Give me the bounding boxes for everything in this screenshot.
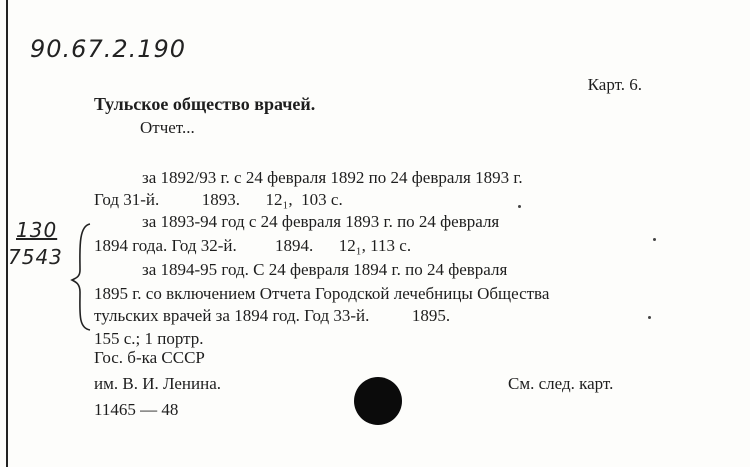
handwritten-accession-top: 130 <box>16 218 58 242</box>
body-line-8: 155 с.; 1 портр. <box>94 329 204 348</box>
body-line-1: за 1892/93 г. с 24 февраля 1892 по 24 февраля 1893 г. <box>142 168 523 187</box>
inventory-number: 11465 — 48 <box>94 400 179 419</box>
handwritten-accession-bottom: 7543 <box>8 245 63 269</box>
body-line-3: за 1893-94 год с 24 февраля 1893 г. по 24 февраля <box>142 212 500 231</box>
card-subtitle: Отчет... <box>140 118 195 137</box>
card-title: Тульское общество врачей. <box>94 94 316 114</box>
card-left-border <box>6 0 8 467</box>
speck <box>653 238 656 241</box>
handwritten-brace <box>70 222 92 332</box>
body-line-2: Год 31-й. 1893. 12₁, 103 с. <box>94 190 343 209</box>
speck <box>648 316 651 319</box>
body-line-7: тульских врачей за 1894 год. Год 33-й. 1895. <box>94 306 451 325</box>
library-name-line-1: Гос. б-ка СССР <box>94 348 205 367</box>
body-line-4: 1894 года. Год 32-й. 1894. 12₁, 113 с. <box>94 236 412 255</box>
body-line-5: за 1894-95 год. С 24 февраля 1894 г. по 24 февраля <box>142 260 508 279</box>
see-next-card: См. след. карт. <box>508 374 614 393</box>
handwritten-call-number: 90.67.2.190 <box>30 35 187 63</box>
card-number-label: Карт. 6. <box>587 75 642 94</box>
body-line-6: 1895 г. со включением Отчета Городской лечебницы Общества <box>94 284 550 303</box>
library-name-line-2: им. В. И. Ленина. <box>94 374 222 393</box>
speck <box>518 205 521 208</box>
punch-hole <box>354 377 402 425</box>
